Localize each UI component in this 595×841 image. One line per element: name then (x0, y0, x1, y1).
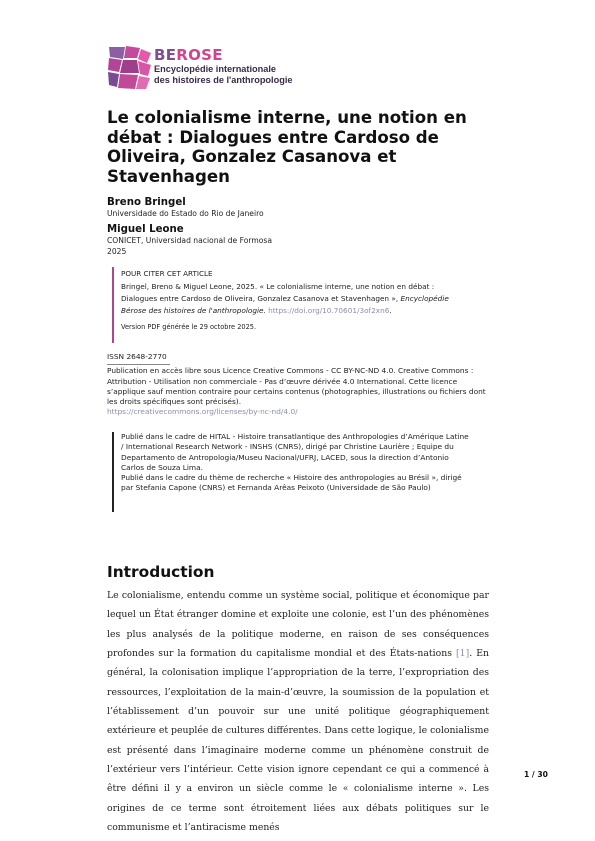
license-text: Publication en accès libre sous Licence Creative Commons - CC BY-NC-ND 4.0. Creative Commons : Attribution - Utilisation non commerciale - Pas d’œuvre dérivée 4.0 International. Cette licence s’applique sauf mention contraire pour certains contenus (photographies, illustrations ou fichiers dont les droits spécifiques sont précisés). (107, 366, 486, 407)
brand-be: BE (154, 46, 177, 64)
published-hital: Publié dans le cadre de HITAL - Histoire transatlantique des Anthropologies d’Amérique Latine / International Research Network - INSHS (CNRS), dirigé par Christine Laurière ; Equipe du Departamento de Antropologia/Museu Nacional/UFRJ, LACED, sous la direction d’Antonio Carlos de Souza Lima. (121, 432, 469, 472)
issn-divider (107, 364, 170, 365)
page-number: 1 / 30 (524, 770, 548, 779)
citation-text (121, 281, 469, 317)
tagline-line-2: des histoires de l'anthropologie (154, 75, 293, 85)
brand-rose: ROSE (176, 46, 223, 64)
publication-year: 2025 (107, 247, 127, 256)
published-theme: Publié dans le cadre du thème de recherche « Histoire des anthropologies au Brésil », dirigé par Stefania Capone (CNRS) et Fernanda Arêas Peixoto (Universidade de São Paulo) (121, 473, 462, 493)
citation-box (112, 267, 472, 343)
author-2 (107, 224, 272, 246)
citation-journal: Encyclopédie Bérose des histoires de l'anthropologie. (121, 294, 449, 315)
issn: ISSN 2648-2770 (107, 352, 167, 361)
published-box (112, 432, 472, 512)
intro-paragraph (107, 586, 489, 837)
tagline-line-1: Encyclopédie internationale (154, 64, 277, 74)
footnote-ref-1[interactable]: [1] (456, 648, 470, 660)
author-name: Breno Bringel (107, 197, 186, 208)
intro-text-end: . En général, la colonisation implique l’appropriation de la terre, l’expropriation des ressources, l’exploitation de la main-d’œuvre, la soumission de la population et l’établissement d’un pouvoir sur une unité politique géographiquement extérieure et peuplée de cultures différentes. Dans cette logique, le colonialisme est présenté dans l’imaginaire moderne comme un phénomène construit de l’extérieur vers l’intérieur. Cette vision ignore cependant ce qui a commencé à être défini il y a environ un siècle comme le « colonialisme interne ». Les origines de ce terme sont étroitement liées aux débats politiques sur le communisme et l’antiracisme menés (107, 648, 489, 834)
license-block (107, 352, 487, 418)
intro-text-start: Le colonialisme, entendu comme un système social, politique et économique par lequel un État étranger domine et exploite une colonie, est l’un des phénomènes les plus analysés de la politique moderne, en raison de ses conséquences profondes sur la formation du capitalisme mondial et des États-nations (107, 590, 489, 660)
citation-heading: POUR CITER CET ARTICLE (121, 269, 213, 278)
author-1 (107, 197, 264, 219)
article-title: Le colonialisme interne, une notion en débat : Dialogues entre Cardoso de Oliveira, Gonzalez Casanova et Stavenhagen (107, 108, 467, 186)
license-link[interactable]: https://creativecommons.org/licenses/by-nc-nd/4.0/ (107, 407, 298, 417)
berose-logo-icon (107, 45, 153, 91)
doi-link[interactable]: https://doi.org/10.70601/3of2xn6 (268, 306, 390, 315)
author-name: Miguel Leone (107, 224, 184, 235)
brand-name (154, 47, 293, 64)
author-affiliation: Universidade do Estado do Rio de Janeiro (107, 209, 264, 218)
author-affiliation: CONICET, Universidad nacional de Formosa (107, 236, 272, 245)
doi-end: . (389, 306, 392, 315)
citation-plain: Bringel, Breno & Miguel Leone, 2025. « Le colonialisme interne, une notion en débat : Dialogues entre Cardoso de Oliveira, Gonzalez Casanova et Stavenhagen », (121, 282, 435, 303)
pdf-generated-note: Version PDF générée le 29 octobre 2025. (121, 323, 257, 331)
berose-logo[interactable] (107, 45, 297, 93)
section-heading: Introduction (107, 563, 215, 581)
